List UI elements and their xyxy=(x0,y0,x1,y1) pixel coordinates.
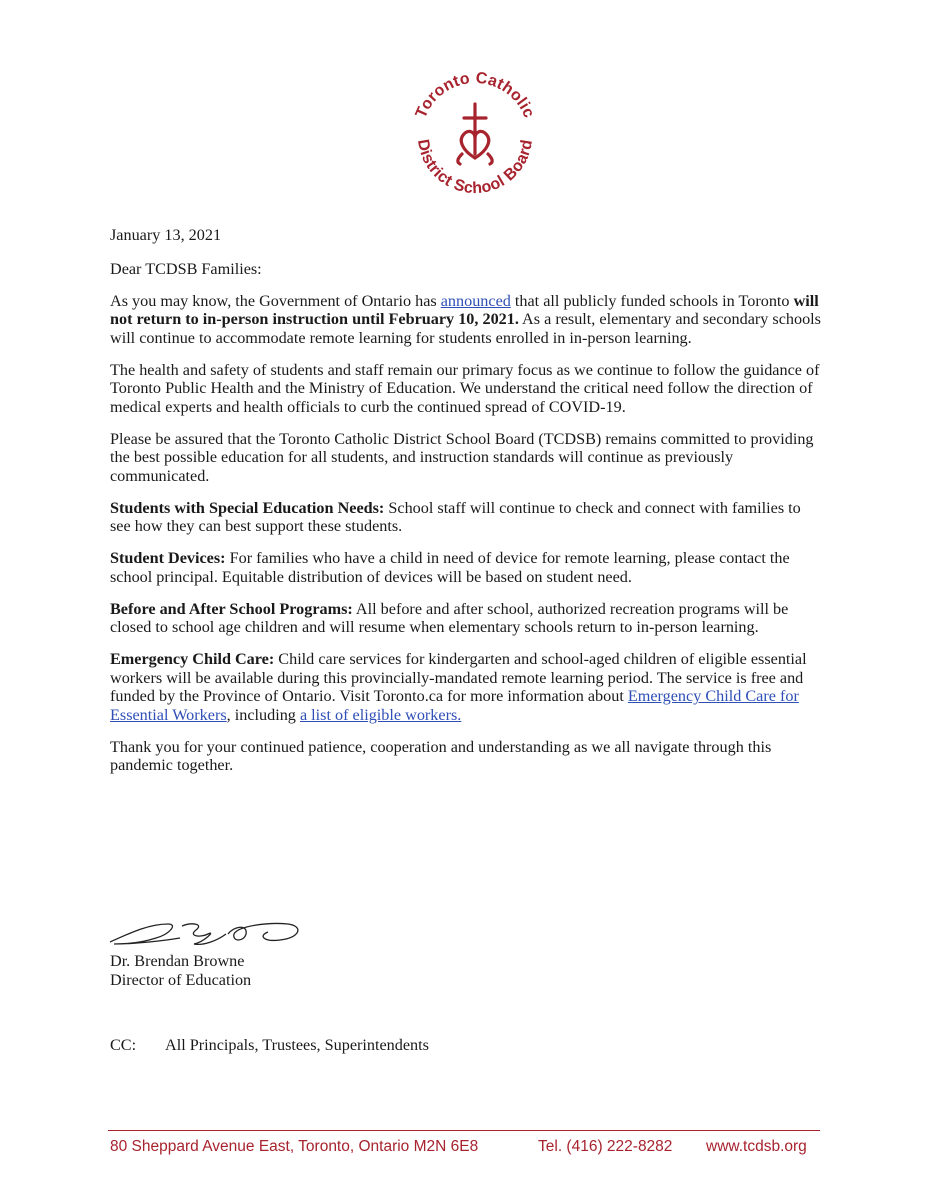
paragraph-school-programs xyxy=(110,600,822,637)
letter-date: January 13, 2021 xyxy=(110,226,222,244)
child-care-mid-text: , including xyxy=(226,705,300,724)
special-education-heading: Students with Special Education Needs: xyxy=(110,498,385,517)
footer-address: 80 Sheppard Avenue East, Toronto, Ontario M2N 6E8 xyxy=(110,1138,479,1155)
cc-recipients: All Principals, Trustees, Superintendents xyxy=(165,1036,429,1054)
student-devices-heading: Student Devices: xyxy=(110,549,226,567)
tcdsb-logo xyxy=(400,58,550,208)
logo-arc-bottom: District School Board xyxy=(413,138,536,198)
footer-website[interactable]: www.tcdsb.org xyxy=(706,1138,807,1155)
footer-divider xyxy=(108,1130,820,1131)
cc-line xyxy=(110,1036,429,1055)
footer-phone: Tel. (416) 222-8282 xyxy=(538,1138,673,1155)
p1-bold-date: will not return to in-person instruction until February 10, 2021. xyxy=(110,291,819,328)
signatory-title: Director of Education xyxy=(110,970,252,989)
paragraph-thank-you: Thank you for your continued patience, cooperation and understanding as we all navigate through this pandemic together. xyxy=(110,737,772,774)
special-education-text: School staff will continue to check and connect with families to see how they can best support these students. xyxy=(110,498,801,535)
emergency-child-care-link[interactable]: Emergency Child Care for Essential Workers xyxy=(110,687,799,724)
paragraph-health-safety: The health and safety of students and staff remain our primary focus as we continue to follow the guidance of Toronto Public Health and the Ministry of Education. We understand the critical need follow the direction of medical experts and health officials to curb the continued spread of COVID-19. xyxy=(110,360,820,416)
p1-text-1: As you may know, the Government of Ontario has xyxy=(110,291,441,310)
handwritten-signature xyxy=(108,912,308,954)
school-programs-heading: Before and After School Programs: xyxy=(110,599,353,618)
paragraph-announcement xyxy=(110,292,822,348)
cc-label: CC: xyxy=(110,1036,137,1054)
school-programs-text: All before and after school, authorized recreation programs will be closed to school age children and will resume when elementary schools return to in-person learning. xyxy=(110,599,789,636)
footer xyxy=(110,1138,820,1156)
student-devices-text: For families who have a child in need of device for remote learning, please contact the school principal. Equitable distribution of devices will be based on student need. xyxy=(110,549,790,586)
signatory-name: Dr. Brendan Browne xyxy=(110,952,245,970)
cross-heart-icon xyxy=(458,104,492,164)
letter-body xyxy=(110,226,822,788)
paragraph-commitment: Please be assured that the Toronto Catholic District School Board (TCDSB) remains committed to providing the best possible education for all students, and instruction standards will continue as previously communicated. xyxy=(110,429,814,485)
salutation: Dear TCDSB Families: xyxy=(110,259,262,278)
logo-arc-top: Toronto Catholic xyxy=(412,69,538,121)
paragraph-student-devices xyxy=(110,549,822,586)
signatory-block xyxy=(110,952,251,989)
p1-text-2: that all publicly funded schools in Toronto xyxy=(510,291,794,310)
announced-link[interactable]: announced xyxy=(440,291,511,310)
p1-text-3: As a result, elementary and secondary schools will continue to accommodate remote learning for students enrolled in in-person learning. xyxy=(110,310,821,347)
paragraph-special-education xyxy=(110,499,822,536)
paragraph-child-care xyxy=(110,650,822,724)
eligible-workers-link[interactable]: a list of eligible workers. xyxy=(299,705,462,724)
child-care-text: Child care services for kindergarten and school-aged children of eligible essential workers will be available during this provincially-mandated remote learning period. The service is free and funded by the Province of Ontario. Visit Toronto.ca for more information about xyxy=(110,650,807,705)
child-care-heading: Emergency Child Care: xyxy=(110,650,275,668)
